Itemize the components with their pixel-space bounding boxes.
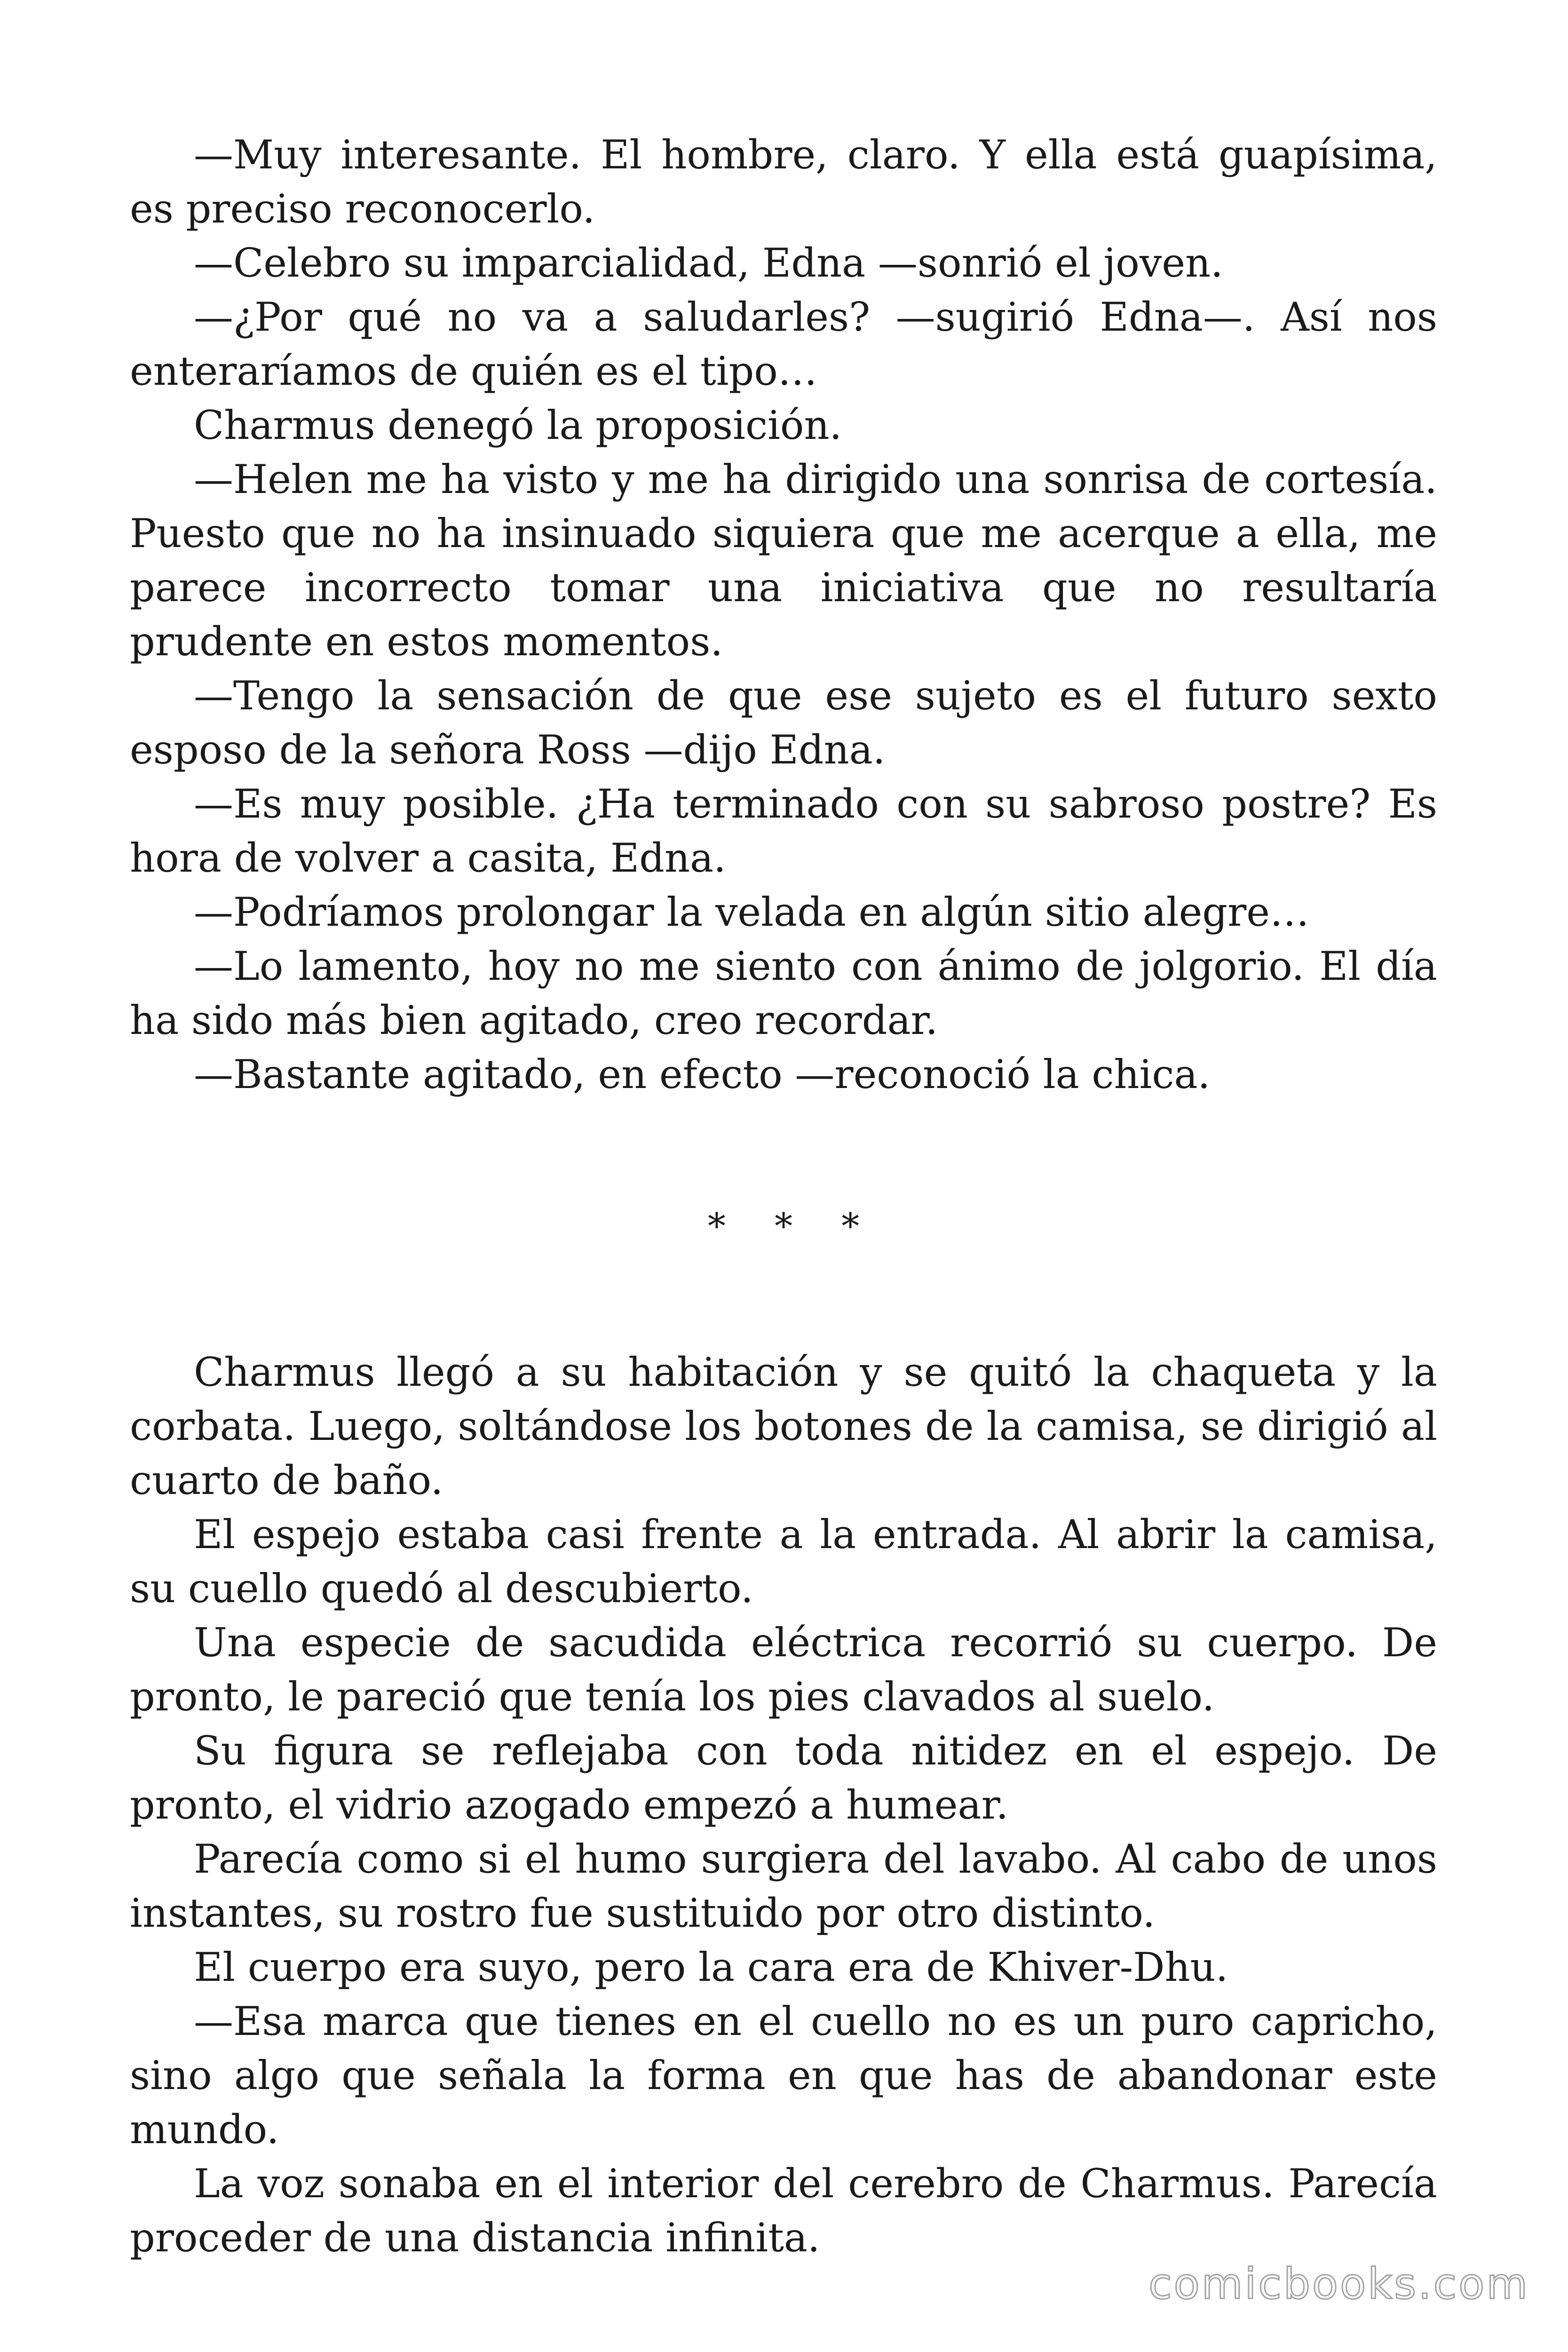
- paragraph: —Muy interesante. El hombre, claro. Y ella está guapísima, es preciso reconocerlo.: [130, 132, 1437, 232]
- page-text: [130, 128, 1437, 2265]
- paragraph: Su figura se reflejaba con toda nitidez en el espejo. De pronto, el vidrio azogado empezó a humear.: [130, 1728, 1437, 1828]
- paragraph: —Celebro su imparcialidad, Edna —sonrió el joven.: [194, 240, 1223, 286]
- paragraph: —Podríamos prolongar la velada en algún sitio alegre…: [194, 889, 1309, 935]
- section-one: [130, 128, 1437, 1102]
- paragraph: Charmus llegó a su habitación y se quitó la chaqueta y la corbata. Luego, soltándose los botones de la camisa, se dirigió al cuarto de baño.: [130, 1349, 1437, 1503]
- paragraph: —Es muy posible. ¿Ha terminado con su sabroso postre? Es hora de volver a casita, Edna.: [130, 781, 1437, 881]
- paragraph: —Bastante agitado, en efecto —reconoció la chica.: [194, 1051, 1211, 1097]
- paragraph: —Tengo la sensación de que ese sujeto es el futuro sexto esposo de la señora Ross —dijo Edna.: [130, 673, 1437, 773]
- paragraph: —Helen me ha visto y me ha dirigido una sonrisa de cortesía. Puesto que no ha insinuado siquiera que me acerque a ella, me parece incorrecto tomar una iniciativa que no resultaría prudente en estos momentos.: [130, 456, 1437, 665]
- paragraph: Parecía como si el humo surgiera del lavabo. Al cabo de unos instantes, su rostro fue sustituido por otro distinto.: [130, 1836, 1437, 1936]
- paragraph: —Lo lamento, hoy no me siento con ánimo de jolgorio. El día ha sido más bien agitado, creo recordar.: [130, 943, 1437, 1043]
- paragraph: Una especie de sacudida eléctrica recorrió su cuerpo. De pronto, le pareció que tenía los pies clavados al suelo.: [130, 1620, 1437, 1720]
- paragraph: El espejo estaba casi frente a la entrada. Al abrir la camisa, su cuello quedó al descubierto.: [130, 1511, 1437, 1612]
- paragraph: La voz sonaba en el interior del cerebro de Charmus. Parecía proceder de una distancia infinita.: [130, 2161, 1437, 2261]
- section-two: [130, 1345, 1437, 2265]
- watermark-logo: comicbooks.com: [1148, 2259, 1529, 2309]
- paragraph: Charmus denegó la proposición.: [194, 402, 842, 448]
- paragraph: —¿Por qué no va a saludarles? —sugirió Edna—. Así nos enteraríamos de quién es el tipo…: [130, 294, 1437, 394]
- paragraph: —Esa marca que tienes en el cuello no es un puro capricho, sino algo que señala la forma en que has de abandonar este mundo.: [130, 1998, 1437, 2153]
- section-separator: * * *: [707, 1205, 879, 1247]
- paragraph: El cuerpo era suyo, pero la cara era de Khiver-Dhu.: [194, 1944, 1228, 1990]
